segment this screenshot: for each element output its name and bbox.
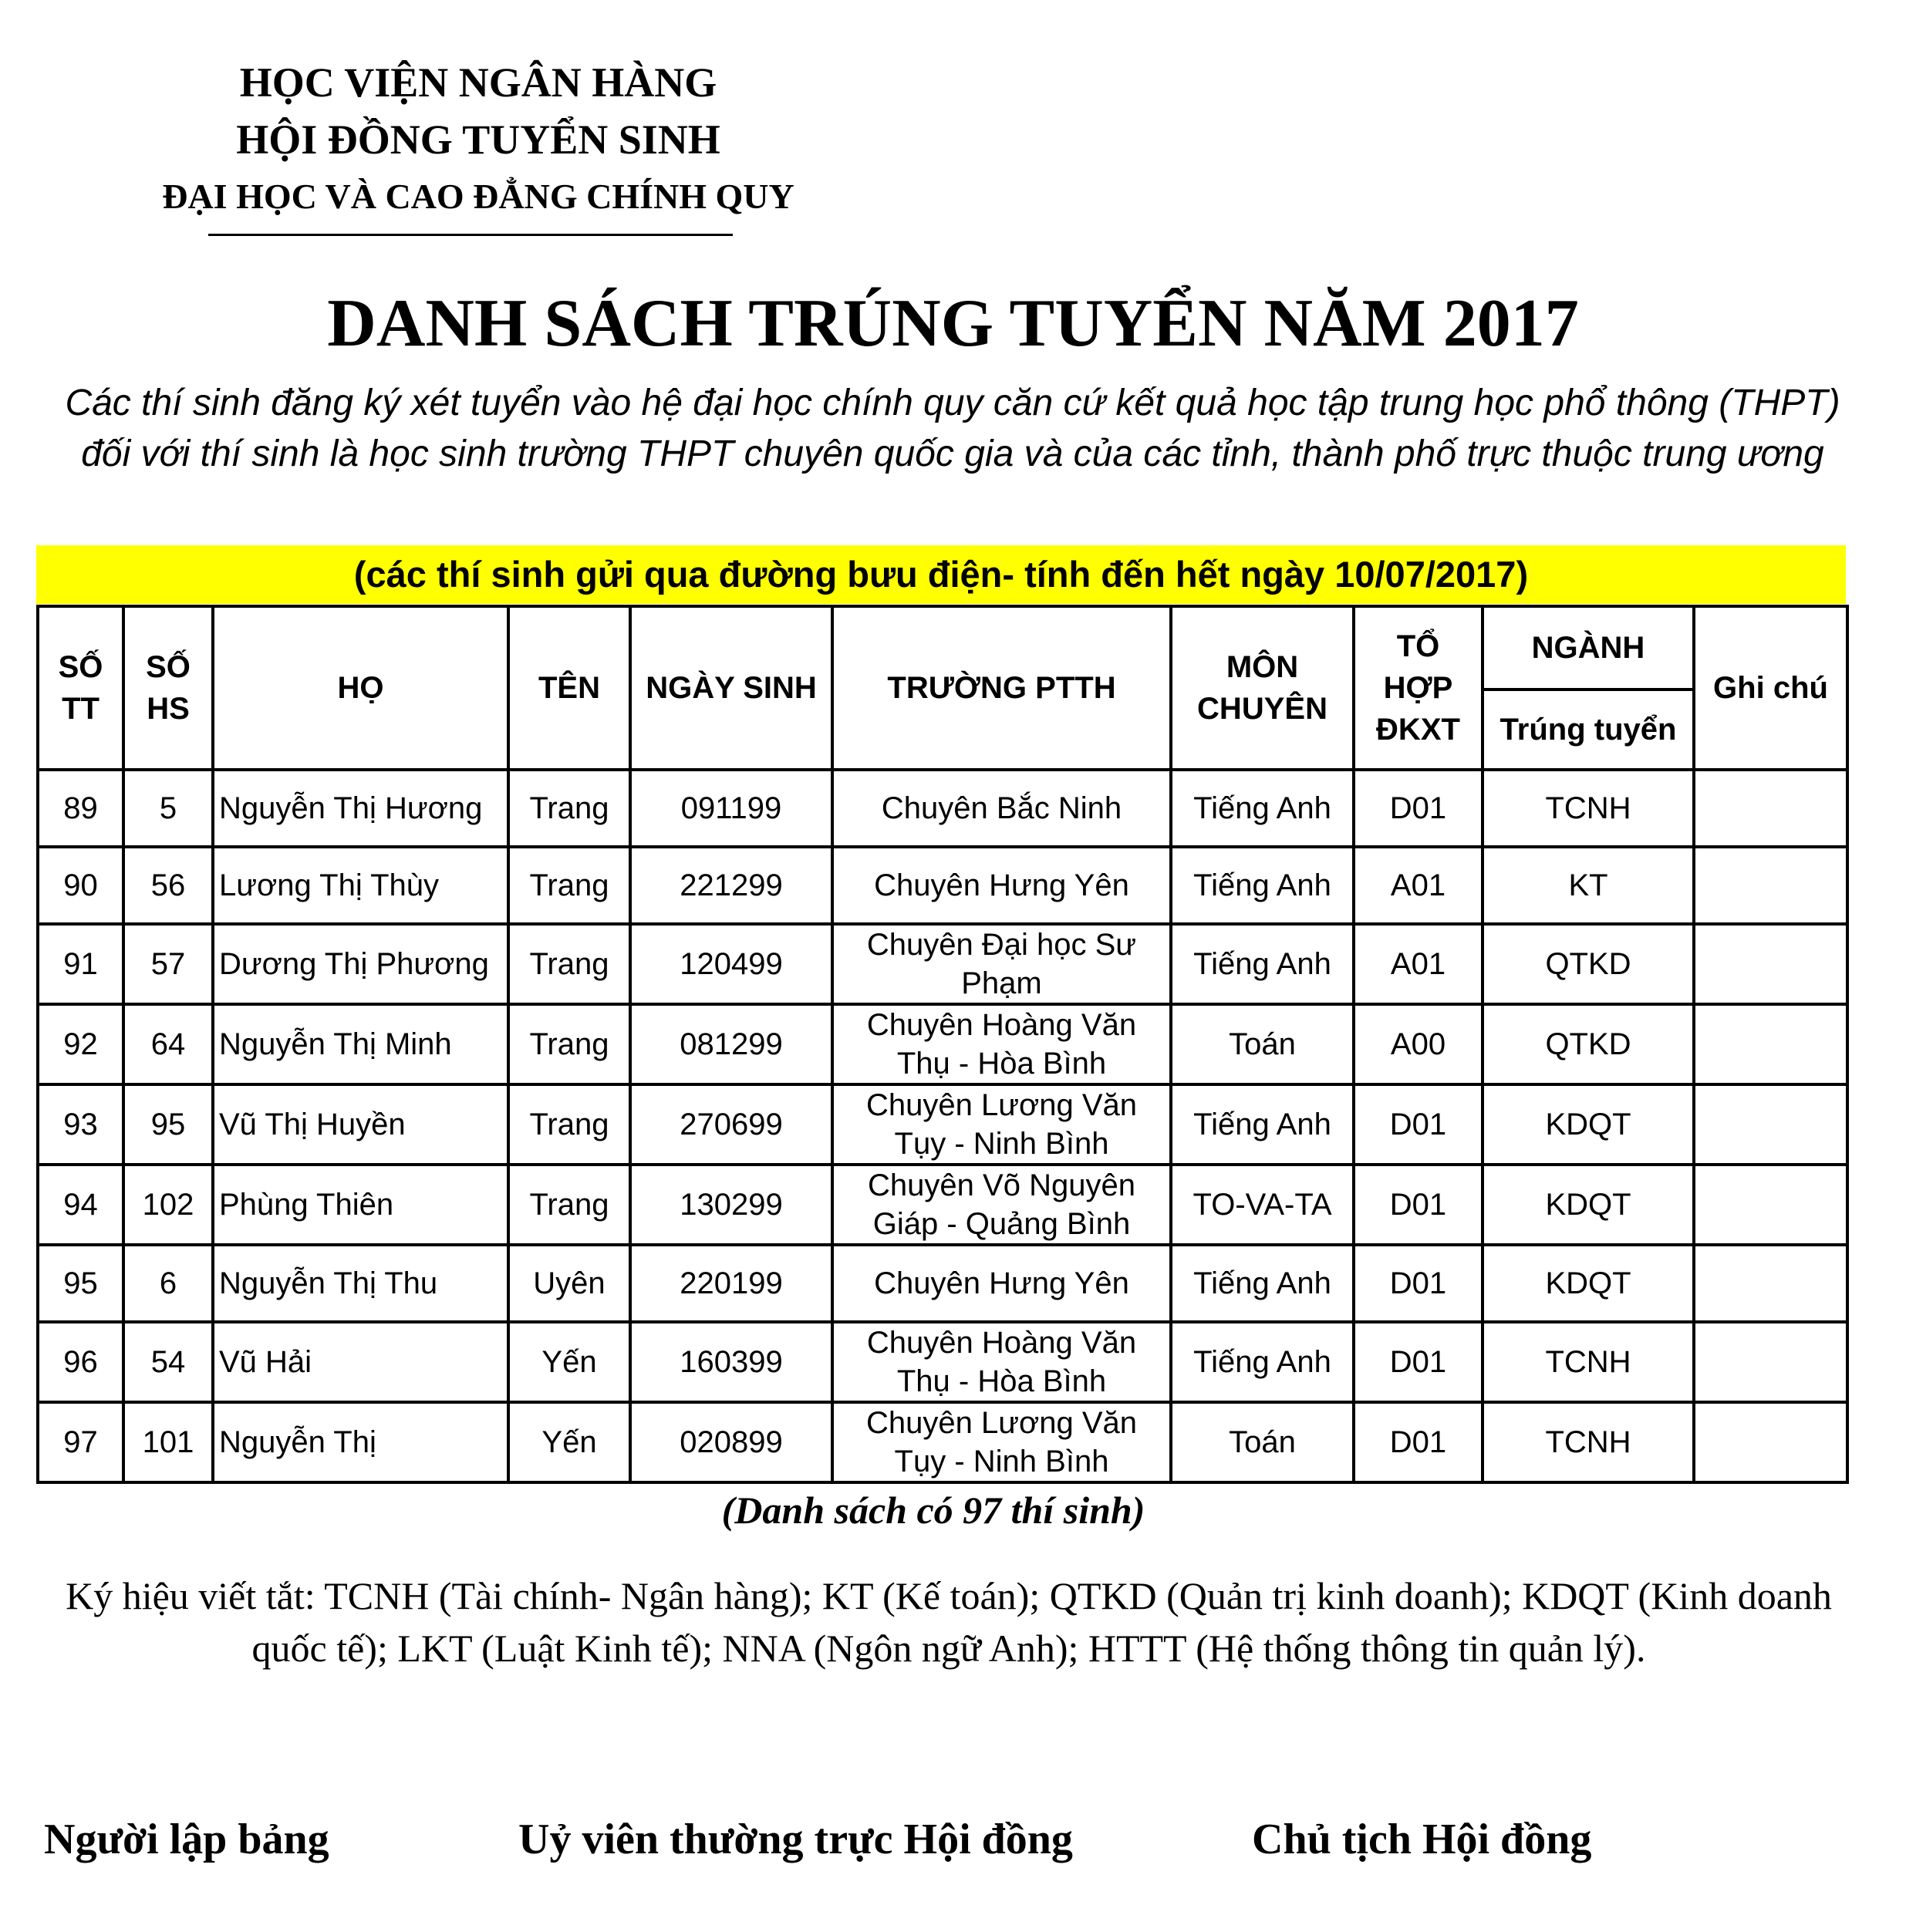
cell-nganh: KT xyxy=(1483,847,1694,924)
cell-ghi-chu xyxy=(1694,924,1847,1004)
header-ghi-chu: Ghi chú xyxy=(1694,606,1847,770)
cell-truong: Chuyên Đại học Sư Phạm xyxy=(832,924,1171,1004)
program-name: ĐẠI HỌC VÀ CAO ĐẲNG CHÍNH QUY xyxy=(162,177,794,216)
cell-shs: 6 xyxy=(123,1245,213,1322)
cell-ghi-chu xyxy=(1694,1165,1847,1245)
cell-shs: 102 xyxy=(123,1165,213,1245)
cell-ngay-sinh: 120499 xyxy=(630,924,832,1004)
cell-mon: Tiếng Anh xyxy=(1171,1084,1354,1165)
cell-truong: Chuyên Hưng Yên xyxy=(832,847,1171,924)
cell-truong: Chuyên Võ Nguyên Giáp - Quảng Bình xyxy=(832,1165,1171,1245)
signature-chairman: Chủ tịch Hội đồng xyxy=(1252,1816,1592,1863)
cell-shs: 95 xyxy=(123,1084,213,1165)
table-header-row xyxy=(38,606,1847,690)
cell-ngay-sinh: 221299 xyxy=(630,847,832,924)
cell-ho: Nguyễn Thị Thu xyxy=(213,1245,508,1322)
cell-ghi-chu xyxy=(1694,1084,1847,1165)
cell-ho: Vũ Hải xyxy=(213,1322,508,1402)
cell-ten: Yến xyxy=(508,1322,630,1402)
cell-ho: Phùng Thiên xyxy=(213,1165,508,1245)
header-truong: TRƯỜNG PTTH xyxy=(832,606,1171,770)
cell-to-hop: D01 xyxy=(1354,1165,1483,1245)
header-ho: HỌ xyxy=(213,606,508,770)
header-trung-tuyen: Trúng tuyển xyxy=(1483,690,1694,770)
cell-ghi-chu xyxy=(1694,1402,1847,1482)
cell-ten: Trang xyxy=(508,847,630,924)
cell-stt: 92 xyxy=(38,1004,123,1084)
table-row xyxy=(38,847,1847,924)
cell-ho: Nguyễn Thị xyxy=(213,1402,508,1482)
cell-ngay-sinh: 160399 xyxy=(630,1322,832,1402)
candidate-count: (Danh sách có 97 thí sinh) xyxy=(721,1489,1145,1532)
cell-to-hop: A00 xyxy=(1354,1004,1483,1084)
cell-to-hop: A01 xyxy=(1354,847,1483,924)
signature-standing-member: Uỷ viên thường trực Hội đồng xyxy=(518,1816,1073,1863)
cell-mon: Tiếng Anh xyxy=(1171,847,1354,924)
cell-nganh: KDQT xyxy=(1483,1165,1694,1245)
cell-truong: Chuyên Lương Văn Tụy - Ninh Bình xyxy=(832,1084,1171,1165)
cell-shs: 56 xyxy=(123,847,213,924)
header-ngay-sinh: NGÀY SINH xyxy=(630,606,832,770)
header-ten: TÊN xyxy=(508,606,630,770)
cell-ho: Lương Thị Thùy xyxy=(213,847,508,924)
cell-ngay-sinh: 091199 xyxy=(630,770,832,847)
cell-shs: 57 xyxy=(123,924,213,1004)
cell-stt: 94 xyxy=(38,1165,123,1245)
abbreviations-note: Ký hiệu viết tắt: TCNH (Tài chính- Ngân hàng); KT (Kế toán); QTKD (Quản trị kinh doanh); KDQT (Kinh doanh quốc tế); LKT (Luật Kinh tế); NNA (Ngôn ngữ Anh); HTTT (Hệ thống thông tin quản lý). xyxy=(66,1574,1832,1670)
cell-nganh: QTKD xyxy=(1483,924,1694,1004)
submission-banner: (các thí sinh gửi qua đường bưu điện- tính đến hết ngày 10/07/2017) xyxy=(36,545,1846,604)
document-title: DANH SÁCH TRÚNG TUYỂN NĂM 2017 xyxy=(327,286,1579,361)
cell-stt: 89 xyxy=(38,770,123,847)
cell-nganh: TCNH xyxy=(1483,1322,1694,1402)
cell-shs: 101 xyxy=(123,1402,213,1482)
table-row xyxy=(38,1402,1847,1482)
cell-ten: Trang xyxy=(508,1084,630,1165)
admission-table xyxy=(36,605,1849,1484)
cell-ten: Trang xyxy=(508,924,630,1004)
institution-header xyxy=(116,54,841,225)
header-mon-chuyen: MÔN CHUYÊN xyxy=(1171,606,1354,770)
council-name: HỘI ĐỒNG TUYỂN SINH xyxy=(236,116,720,163)
table-row xyxy=(38,1165,1847,1245)
table-row xyxy=(38,1322,1847,1402)
cell-stt: 93 xyxy=(38,1084,123,1165)
cell-nganh: KDQT xyxy=(1483,1245,1694,1322)
cell-ten: Uyên xyxy=(508,1245,630,1322)
table-row xyxy=(38,924,1847,1004)
cell-mon: Tiếng Anh xyxy=(1171,770,1354,847)
cell-stt: 91 xyxy=(38,924,123,1004)
cell-stt: 97 xyxy=(38,1402,123,1482)
cell-shs: 5 xyxy=(123,770,213,847)
cell-ho: Vũ Thị Huyền xyxy=(213,1084,508,1165)
cell-truong: Chuyên Hoàng Văn Thụ - Hòa Bình xyxy=(832,1004,1171,1084)
cell-ten: Trang xyxy=(508,770,630,847)
table-row xyxy=(38,1004,1847,1084)
cell-stt: 90 xyxy=(38,847,123,924)
cell-shs: 54 xyxy=(123,1322,213,1402)
cell-ten: Trang xyxy=(508,1165,630,1245)
cell-mon: Tiếng Anh xyxy=(1171,1322,1354,1402)
intro-paragraph: Các thí sinh đăng ký xét tuyển vào hệ đại học chính quy căn cứ kết quả học tập trung học phổ thông (THPT) đối với thí sinh là học sinh trường THPT chuyên quốc gia và của các tỉnh, thành phố trực thuộc trung ương xyxy=(65,383,1840,474)
cell-to-hop: D01 xyxy=(1354,1245,1483,1322)
cell-mon: Toán xyxy=(1171,1402,1354,1482)
cell-ghi-chu xyxy=(1694,1004,1847,1084)
cell-ho: Nguyễn Thị Hương xyxy=(213,770,508,847)
cell-shs: 64 xyxy=(123,1004,213,1084)
cell-ho: Dương Thị Phương xyxy=(213,924,508,1004)
cell-truong: Chuyên Hưng Yên xyxy=(832,1245,1171,1322)
cell-mon: TO-VA-TA xyxy=(1171,1165,1354,1245)
header-stt: SỐ TT xyxy=(38,606,123,770)
cell-ngay-sinh: 270699 xyxy=(630,1084,832,1165)
cell-mon: Toán xyxy=(1171,1004,1354,1084)
cell-ghi-chu xyxy=(1694,1322,1847,1402)
header-to-hop: TỔ HỢP ĐKXT xyxy=(1354,606,1483,770)
cell-ngay-sinh: 220199 xyxy=(630,1245,832,1322)
cell-ghi-chu xyxy=(1694,847,1847,924)
cell-to-hop: A01 xyxy=(1354,924,1483,1004)
cell-stt: 95 xyxy=(38,1245,123,1322)
cell-ngay-sinh: 130299 xyxy=(630,1165,832,1245)
cell-mon: Tiếng Anh xyxy=(1171,1245,1354,1322)
cell-ten: Trang xyxy=(508,1004,630,1084)
cell-ngay-sinh: 020899 xyxy=(630,1402,832,1482)
table-row xyxy=(38,1245,1847,1322)
cell-ngay-sinh: 081299 xyxy=(630,1004,832,1084)
cell-to-hop: D01 xyxy=(1354,1402,1483,1482)
cell-nganh: TCNH xyxy=(1483,770,1694,847)
cell-stt: 96 xyxy=(38,1322,123,1402)
table-body xyxy=(38,770,1847,1482)
cell-mon: Tiếng Anh xyxy=(1171,924,1354,1004)
signature-preparer: Người lập bảng xyxy=(44,1816,329,1863)
header-shs: SỐ HS xyxy=(123,606,213,770)
cell-nganh: QTKD xyxy=(1483,1004,1694,1084)
table-row xyxy=(38,1084,1847,1165)
cell-truong: Chuyên Lương Văn Tụy - Ninh Bình xyxy=(832,1402,1171,1482)
cell-ho: Nguyễn Thị Minh xyxy=(213,1004,508,1084)
cell-nganh: TCNH xyxy=(1483,1402,1694,1482)
cell-ghi-chu xyxy=(1694,770,1847,847)
cell-to-hop: D01 xyxy=(1354,770,1483,847)
cell-truong: Chuyên Bắc Ninh xyxy=(832,770,1171,847)
cell-nganh: KDQT xyxy=(1483,1084,1694,1165)
cell-ghi-chu xyxy=(1694,1245,1847,1322)
cell-to-hop: D01 xyxy=(1354,1084,1483,1165)
cell-truong: Chuyên Hoàng Văn Thụ - Hòa Bình xyxy=(832,1322,1171,1402)
cell-ten: Yến xyxy=(508,1402,630,1482)
header-nganh: NGÀNH xyxy=(1483,606,1694,690)
institution-name: HỌC VIỆN NGÂN HÀNG xyxy=(239,59,717,106)
cell-to-hop: D01 xyxy=(1354,1322,1483,1402)
table-row xyxy=(38,770,1847,847)
header-underline xyxy=(208,234,733,236)
